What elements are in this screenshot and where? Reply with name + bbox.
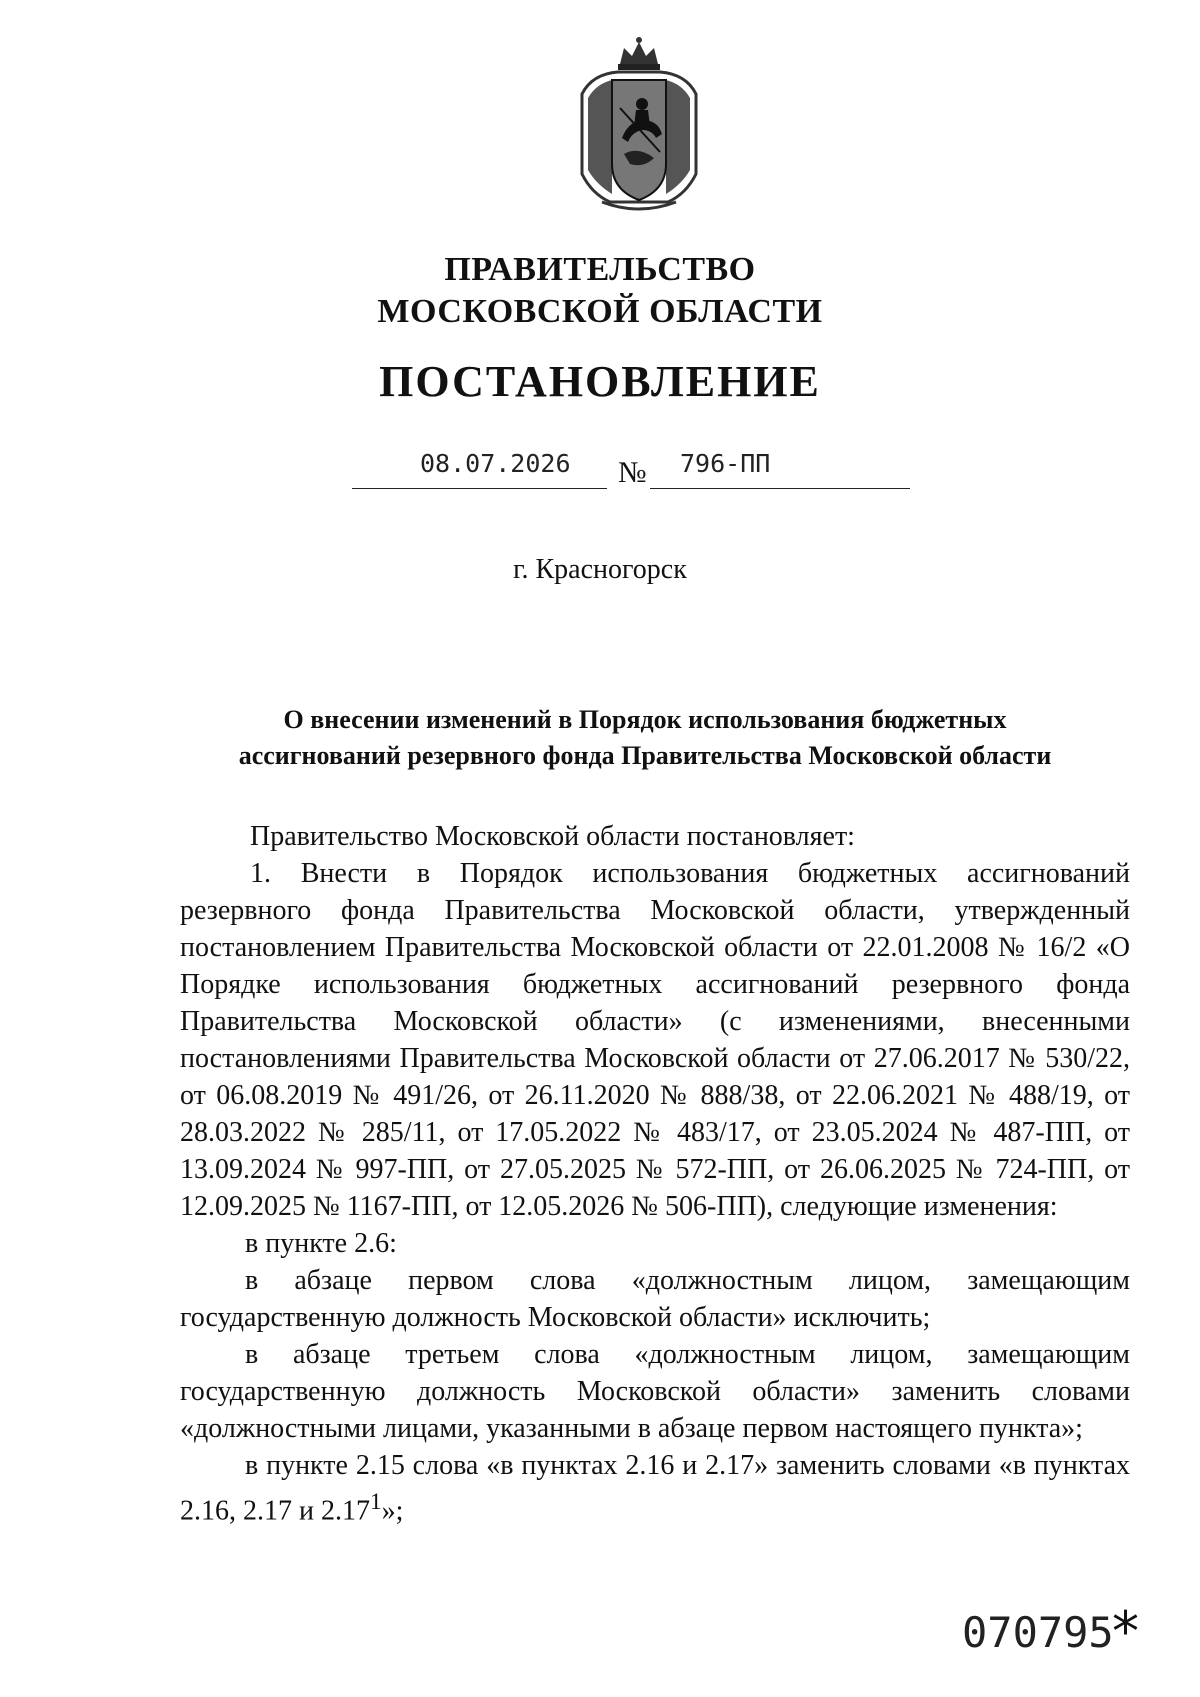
document-date: 08.07.2026	[420, 449, 571, 478]
serial-number: 070795	[962, 1608, 1114, 1657]
paragraph-preamble: Правительство Московской области постановляет:	[250, 821, 855, 852]
paragraph-point-2-15	[180, 1447, 1130, 1529]
coat-of-arms-icon	[572, 34, 706, 214]
number-sign: №	[618, 456, 647, 489]
number-underline	[650, 488, 910, 489]
superscript: 1	[369, 1489, 382, 1515]
document-body	[180, 818, 1130, 1529]
org-name-line1: ПРАВИТЕЛЬСТВО	[444, 251, 756, 288]
paragraph-abzac-first: в абзаце первом слова «должностным лицом, замещающим государственную должность Московской области» исключить;	[180, 1265, 1130, 1333]
document-title	[180, 702, 1110, 774]
paragraph-point-2-15-text: в пункте 2.15 слова «в пунктах 2.16 и 2.17» заменить словами «в пунктах 2.16, 2.17 и 2.17	[180, 1450, 1130, 1527]
org-name-line2: МОСКОВСКОЙ ОБЛАСТИ	[377, 293, 823, 330]
date-underline	[352, 488, 607, 489]
document-type: ПОСТАНОВЛЕНИЕ	[379, 357, 821, 406]
star-mark: *	[1112, 1600, 1139, 1663]
paragraph-point-2-15-end: »;	[381, 1495, 404, 1527]
document-number: 796-ПП	[680, 449, 771, 478]
paragraph-point-2-6: в пункте 2.6:	[245, 1228, 397, 1259]
title-line1: О внесении изменений в Порядок использования бюджетных	[283, 705, 1007, 734]
paragraph-abzac-third: в абзаце третьем слова «должностным лицом, замещающим государственную должность Московской области» заменить словами «должностными лицами, указанными в абзаце первом настоящего пункта»;	[180, 1339, 1130, 1444]
title-line2: ассигнований резервного фонда Правительства Московской области	[238, 741, 1052, 770]
city: г. Красногорск	[513, 554, 687, 585]
paragraph-item1: 1. Внести в Порядок использования бюджетных ассигнований резервного фонда Правительства Московской области, утвержденный постановлением Правительства Московской области от 22.01.2008 № 16/2 «О Порядке использования бюджетных ассигнований резервного фонда Правительства Московской области» (с изменениями, внесенными постановлениями Правительства Московской области от 27.06.2017 № 530/22, от 06.08.2019 № 491/26, от 26.11.2020 № 888/38, от 22.06.2021 № 488/19, от 28.03.2022 № 285/11, от 17.05.2022 № 483/17, от 23.05.2024 № 487-ПП, от 13.09.2024 № 997-ПП, от 27.05.2025 № 572-ПП, от 26.06.2025 № 724-ПП, от 12.09.2025 № 1167-ПП, от 12.05.2026 № 506-ПП), следующие изменения:	[180, 858, 1130, 1222]
